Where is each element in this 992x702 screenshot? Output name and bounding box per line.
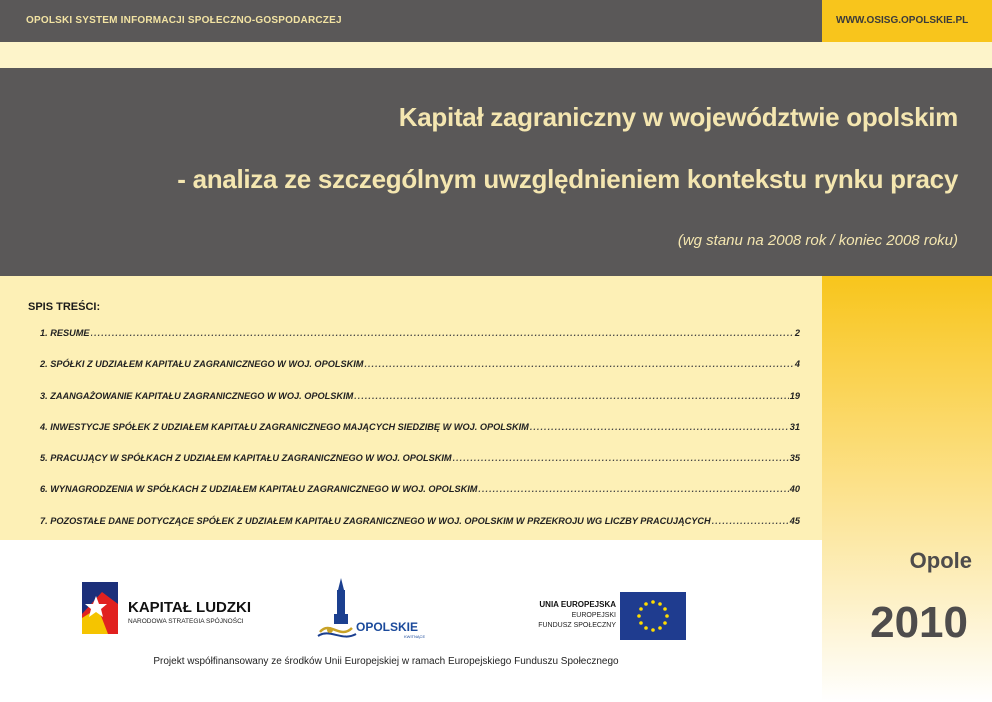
kapital-ludzki-emblem-icon	[78, 578, 122, 638]
toc-item[interactable]	[40, 453, 800, 484]
eu-fund-line-2: FUNDUSZ SPOŁECZNY	[538, 622, 616, 629]
eu-stars-icon	[620, 592, 686, 640]
title-panel	[0, 68, 992, 276]
project-cofinancing-note: Projekt współfinansowany ze środków Unii Europejskiej w ramach Europejskiego Funduszu Społecznego	[153, 656, 619, 667]
publication-year: 2010	[870, 598, 968, 647]
publication-city: Opole	[909, 548, 972, 573]
toc-item-page: 19	[789, 390, 800, 401]
toc-leader-dots	[712, 516, 789, 526]
toc-leader-dots	[354, 391, 789, 401]
toc-item-page: 31	[789, 421, 800, 432]
eu-name: UNIA EUROPEJSKA	[539, 600, 616, 609]
website-box	[822, 0, 992, 42]
toc-leader-dots	[364, 359, 793, 369]
top-bar	[0, 0, 992, 42]
report-title-line-2: - analiza ze szczególnym uwzględnieniem kontekstu rynku pracy	[177, 164, 958, 194]
toc-item-title: 6. WYNAGRODZENIA W SPÓŁKACH Z UDZIAŁEM KAPITAŁU ZAGRANICZNEGO W WOJ. OPOLSKIM	[40, 484, 478, 495]
report-title-line-1: Kapitał zagraniczny w województwie opolskim	[398, 102, 958, 132]
toc-item[interactable]	[40, 359, 800, 390]
kapital-ludzki-title: KAPITAŁ LUDZKI	[128, 599, 252, 616]
toc-item[interactable]	[40, 328, 800, 359]
toc-item-title: 7. POZOSTAŁE DANE DOTYCZĄCE SPÓŁEK Z UDZIAŁEM KAPITAŁU ZAGRANICZNEGO W WOJ. OPOLSKIM W PRZEKROJU WG LICZBY PRACUJĄCYCH	[40, 515, 711, 526]
toc-leader-dots	[453, 453, 789, 463]
toc-item-title: 4. INWESTYCJE SPÓŁEK Z UDZIAŁEM KAPITAŁU ZAGRANICZNEGO MAJĄCYCH SIEDZIBĘ W WOJ. OPOLSKIM	[40, 421, 529, 432]
opolskie-name: OPOLSKIE	[356, 620, 419, 634]
eu-fund-line-1: EUROPEJSKI	[571, 612, 616, 619]
toc-item[interactable]	[40, 516, 800, 547]
toc-leader-dots	[91, 328, 794, 338]
toc-item-page: 35	[789, 453, 800, 464]
opolskie-tagline: KWITNĄCE	[404, 634, 426, 639]
website-link[interactable]: WWW.OSISG.OPOLSKIE.PL	[836, 15, 969, 26]
toc-leader-dots	[478, 484, 788, 494]
toc-item-title: 3. ZAANGAŻOWANIE KAPITAŁU ZAGRANICZNEGO W WOJ. OPOLSKIM	[40, 390, 354, 401]
opolskie-logo	[316, 576, 436, 642]
report-subtitle: (wg stanu na 2008 rok / koniec 2008 roku)	[677, 232, 958, 249]
kapital-ludzki-logo	[78, 578, 268, 638]
toc-item-title: 2. SPÓŁKI Z UDZIAŁEM KAPITAŁU ZAGRANICZNEGO W WOJ. OPOLSKIM	[40, 359, 364, 370]
toc-item-page: 4	[794, 359, 800, 370]
toc-item[interactable]	[40, 391, 800, 422]
toc-item[interactable]	[40, 484, 800, 515]
eu-flag-icon	[620, 592, 686, 640]
toc-heading: SPIS TREŚCI:	[28, 301, 101, 313]
eu-logo	[505, 592, 690, 642]
kapital-ludzki-subtitle: NARODOWA STRATEGIA SPÓJNOŚCI	[128, 618, 244, 625]
table-of-contents	[0, 276, 822, 540]
organization-name: OPOLSKI SYSTEM INFORMACJI SPOŁECZNO-GOSPODARCZEJ	[26, 15, 342, 26]
decorative-stripe	[0, 42, 992, 68]
toc-item-page: 2	[794, 328, 800, 338]
toc-leader-dots	[530, 422, 789, 432]
toc-item-title: 1. RESUME	[40, 328, 90, 338]
toc-item-page: 40	[789, 484, 800, 495]
toc-item-title: 5. PRACUJĄCY W SPÓŁKACH Z UDZIAŁEM KAPITAŁU ZAGRANICZNEGO W WOJ. OPOLSKIM	[40, 453, 452, 464]
toc-list	[40, 328, 800, 547]
toc-item-page: 45	[789, 515, 800, 526]
toc-item[interactable]	[40, 422, 800, 453]
